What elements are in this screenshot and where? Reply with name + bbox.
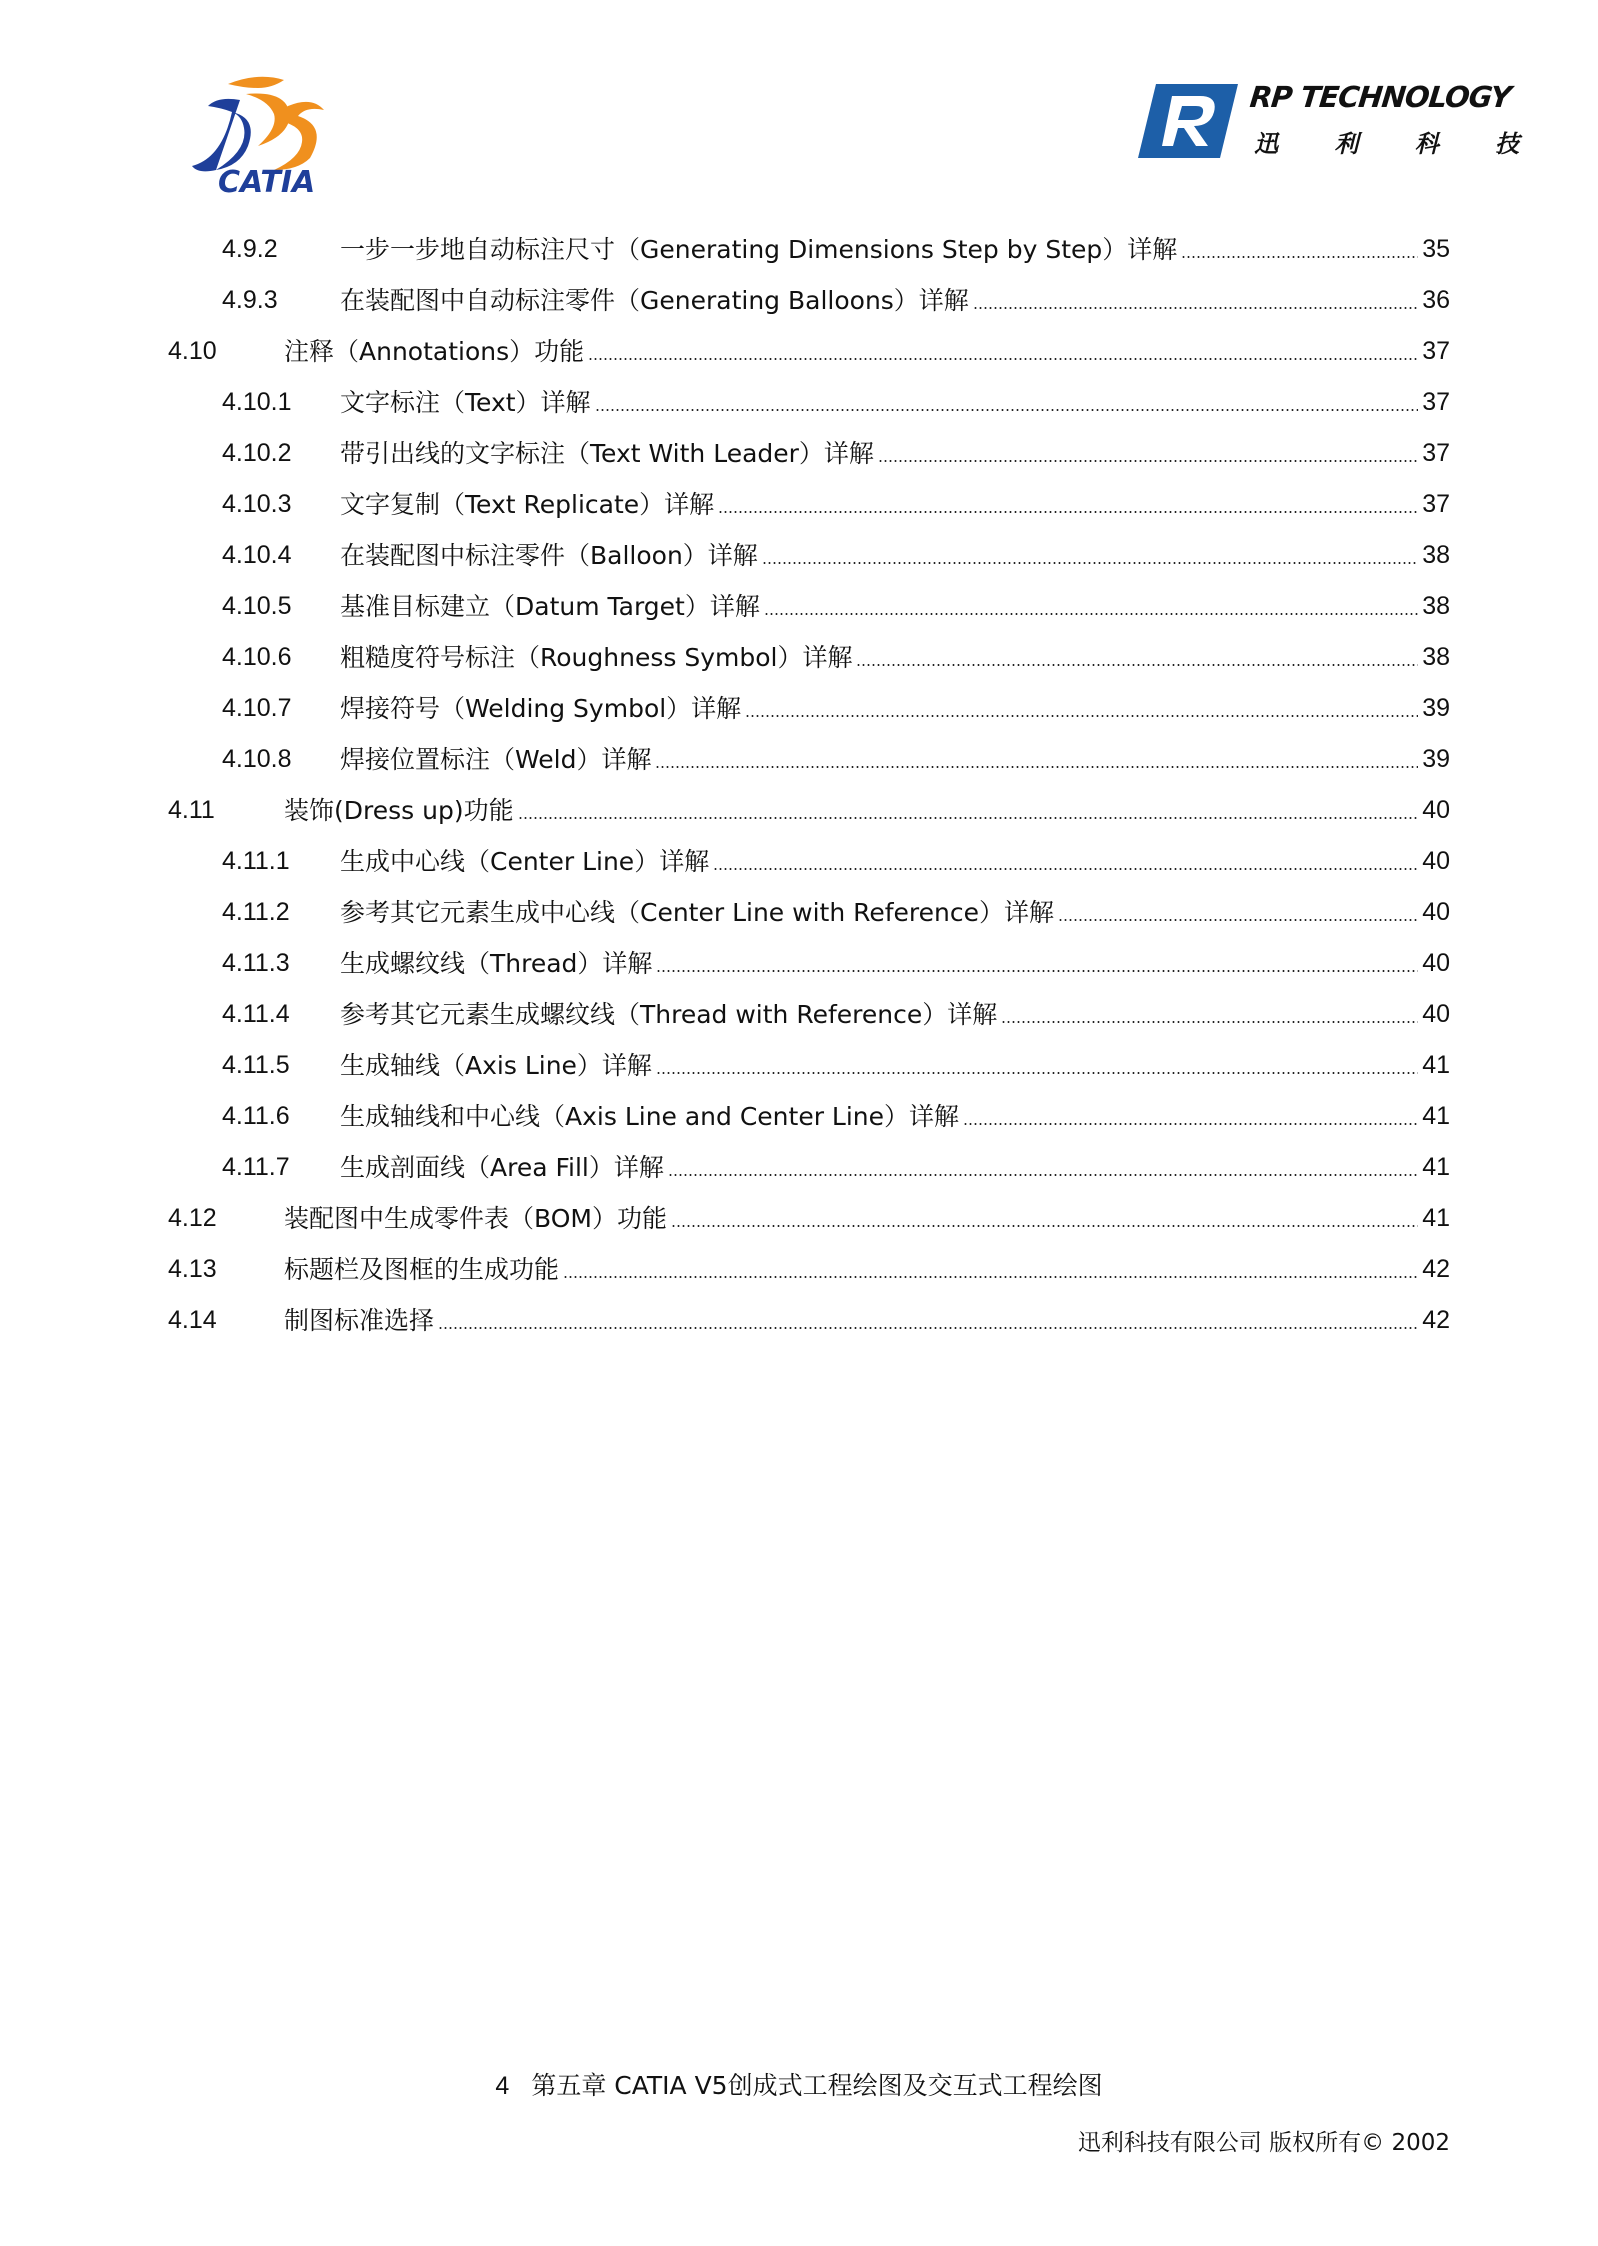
toc-entry-title: 一步一步地自动标注尺寸（Generating Dimensions Step by Step）详解 xyxy=(340,235,1178,264)
toc-entry[interactable] xyxy=(168,326,1450,377)
toc-dot-leader xyxy=(718,511,1418,513)
rp-logo-mark-icon xyxy=(1138,84,1238,158)
toc-entry-page: 40 xyxy=(1422,796,1450,824)
toc-entry-page: 41 xyxy=(1422,1102,1450,1130)
toc-entry-number: 4.10.1 xyxy=(222,388,292,416)
toc-entry[interactable] xyxy=(222,887,1450,938)
toc-entry[interactable] xyxy=(222,632,1450,683)
toc-entry-page: 40 xyxy=(1422,898,1450,926)
toc-entry[interactable] xyxy=(222,734,1450,785)
toc-dot-leader xyxy=(1001,1021,1418,1023)
toc-dot-leader xyxy=(655,766,1418,768)
toc-entry[interactable] xyxy=(222,428,1450,479)
toc-entry[interactable] xyxy=(222,1142,1450,1193)
toc-entry-title: 生成轴线（Axis Line）详解 xyxy=(340,1051,652,1080)
toc-entry-page: 37 xyxy=(1422,439,1450,467)
toc-entry-title: 参考其它元素生成中心线（Center Line with Reference）详解 xyxy=(340,898,1055,927)
toc-entry-number: 4.11.5 xyxy=(222,1051,290,1079)
toc-entry[interactable] xyxy=(168,1244,1450,1295)
footer-chapter-title: 第五章 CATIA V5创成式工程绘图及交互式工程绘图 xyxy=(531,2071,1103,2100)
toc-entry-page: 41 xyxy=(1422,1153,1450,1181)
toc-entry-page: 38 xyxy=(1422,592,1450,620)
toc-entry-title: 生成中心线（Center Line）详解 xyxy=(340,847,710,876)
toc-entry-number: 4.11.3 xyxy=(222,949,290,977)
toc-dot-leader xyxy=(856,664,1418,666)
toc-entry-title: 焊接符号（Welding Symbol）详解 xyxy=(340,694,742,723)
toc-dot-leader xyxy=(656,1072,1418,1074)
toc-entry-title: 生成剖面线（Area Fill）详解 xyxy=(340,1153,664,1182)
toc-entry-title: 粗糙度符号标注（Roughness Symbol）详解 xyxy=(340,643,853,672)
toc-entry-title: 装配图中生成零件表（BOM）功能 xyxy=(284,1204,667,1233)
toc-entry-page: 39 xyxy=(1422,745,1450,773)
toc-entry[interactable] xyxy=(222,479,1450,530)
toc-entry-number: 4.10.8 xyxy=(222,745,292,773)
toc-entry[interactable] xyxy=(222,581,1450,632)
toc-entry[interactable] xyxy=(168,785,1450,836)
toc-entry-number: 4.10.6 xyxy=(222,643,292,671)
toc-dot-leader xyxy=(563,1276,1418,1278)
toc-dot-leader xyxy=(713,868,1418,870)
toc-entry-number: 4.10.4 xyxy=(222,541,292,569)
rp-logo-title: RP TECHNOLOGY xyxy=(1248,80,1513,114)
rp-logo-subtitle: 迅 利 科 技 xyxy=(1254,130,1544,158)
toc-entry[interactable] xyxy=(222,530,1450,581)
toc-entry-page: 35 xyxy=(1422,235,1450,263)
toc-entry[interactable] xyxy=(222,836,1450,887)
catia-logo-text: CATIA xyxy=(218,165,316,196)
toc-entry[interactable] xyxy=(168,1193,1450,1244)
toc-entry-page: 42 xyxy=(1422,1255,1450,1283)
toc-dot-leader xyxy=(438,1327,1418,1329)
toc-entry-number: 4.11.1 xyxy=(222,847,290,875)
toc-dot-leader xyxy=(588,358,1418,360)
toc-dot-leader xyxy=(668,1174,1418,1176)
toc-entry-page: 42 xyxy=(1422,1306,1450,1334)
toc-entry-page: 40 xyxy=(1422,949,1450,977)
toc-dot-leader xyxy=(878,460,1418,462)
toc-entry[interactable] xyxy=(222,1091,1450,1142)
toc-entry-number: 4.11.7 xyxy=(222,1153,290,1181)
toc-entry-title: 注释（Annotations）功能 xyxy=(284,337,585,366)
toc-entry[interactable] xyxy=(222,938,1450,989)
toc-entry-title: 标题栏及图框的生成功能 xyxy=(284,1255,560,1284)
toc-entry[interactable] xyxy=(222,1040,1450,1091)
toc-entry-title: 生成螺纹线（Thread）详解 xyxy=(340,949,653,978)
toc-entry-page: 38 xyxy=(1422,541,1450,569)
toc-entry-page: 40 xyxy=(1422,1000,1450,1028)
toc-entry-page: 36 xyxy=(1422,286,1450,314)
toc-entry-title: 焊接位置标注（Weld）详解 xyxy=(340,745,652,774)
toc-entry-title: 文字标注（Text）详解 xyxy=(340,388,591,417)
toc-entry-number: 4.10.3 xyxy=(222,490,292,518)
toc-entry-title: 在装配图中自动标注零件（Generating Balloons）详解 xyxy=(340,286,969,315)
toc-entry-title: 装饰(Dress up)功能 xyxy=(284,796,514,825)
toc-entry-page: 39 xyxy=(1422,694,1450,722)
toc-entry-page: 37 xyxy=(1422,490,1450,518)
toc-entry-number: 4.10.5 xyxy=(222,592,292,620)
toc-entry-number: 4.12 xyxy=(168,1204,217,1232)
toc-dot-leader xyxy=(1058,919,1418,921)
toc-dot-leader xyxy=(963,1123,1418,1125)
toc-dot-leader xyxy=(518,817,1419,819)
page-header xyxy=(0,0,1598,200)
toc-dot-leader xyxy=(762,562,1418,564)
toc-entry-title: 参考其它元素生成螺纹线（Thread with Reference）详解 xyxy=(340,1000,998,1029)
toc-entry[interactable] xyxy=(222,377,1450,428)
toc-entry-page: 37 xyxy=(1422,388,1450,416)
toc-entry-number: 4.11 xyxy=(168,796,215,824)
toc-entry[interactable] xyxy=(222,683,1450,734)
toc-dot-leader xyxy=(1181,256,1418,258)
toc-entry-number: 4.11.4 xyxy=(222,1000,290,1028)
toc-dot-leader xyxy=(764,613,1418,615)
toc-entry-page: 41 xyxy=(1422,1204,1450,1232)
toc-entry-number: 4.11.6 xyxy=(222,1102,290,1130)
toc-entry[interactable] xyxy=(222,275,1450,326)
toc-dot-leader xyxy=(973,307,1418,309)
toc-entry-page: 38 xyxy=(1422,643,1450,671)
toc-entry[interactable] xyxy=(222,224,1450,275)
toc-dot-leader xyxy=(745,715,1418,717)
toc-entry-number: 4.9.3 xyxy=(222,286,278,314)
toc-dot-leader xyxy=(595,409,1419,411)
footer-page-number: 4 xyxy=(495,2072,510,2100)
toc-entry-title: 带引出线的文字标注（Text With Leader）详解 xyxy=(340,439,874,468)
footer-copyright: 迅利科技有限公司 版权所有© 2002 xyxy=(1077,2130,1450,2156)
toc-entry-number: 4.10.7 xyxy=(222,694,292,722)
toc-entry-title: 文字复制（Text Replicate）详解 xyxy=(340,490,715,519)
toc-entry-page: 41 xyxy=(1422,1051,1450,1079)
toc-entry-number: 4.10 xyxy=(168,337,217,365)
toc-entry-number: 4.9.2 xyxy=(222,235,278,263)
rp-technology-logo xyxy=(1138,80,1544,170)
toc-entry-title: 制图标准选择 xyxy=(284,1306,435,1335)
toc-dot-leader xyxy=(656,970,1418,972)
toc-dot-leader xyxy=(671,1225,1418,1227)
toc-entry-number: 4.13 xyxy=(168,1255,217,1283)
toc-entry-title: 生成轴线和中心线（Axis Line and Center Line）详解 xyxy=(340,1102,960,1131)
toc-entry[interactable] xyxy=(168,1295,1450,1346)
toc-entry-title: 在装配图中标注零件（Balloon）详解 xyxy=(340,541,758,570)
toc-entry[interactable] xyxy=(222,989,1450,1040)
toc-entry-page: 37 xyxy=(1422,337,1450,365)
ds-logo-icon xyxy=(188,66,348,196)
toc-entry-page: 40 xyxy=(1422,847,1450,875)
toc-entry-number: 4.14 xyxy=(168,1306,217,1334)
toc-entry-title: 基准目标建立（Datum Target）详解 xyxy=(340,592,760,621)
toc-entry-number: 4.11.2 xyxy=(222,898,290,926)
footer-chapter-line xyxy=(0,2066,1598,2102)
catia-ds-logo xyxy=(188,66,348,196)
toc-entry-number: 4.10.2 xyxy=(222,439,292,467)
